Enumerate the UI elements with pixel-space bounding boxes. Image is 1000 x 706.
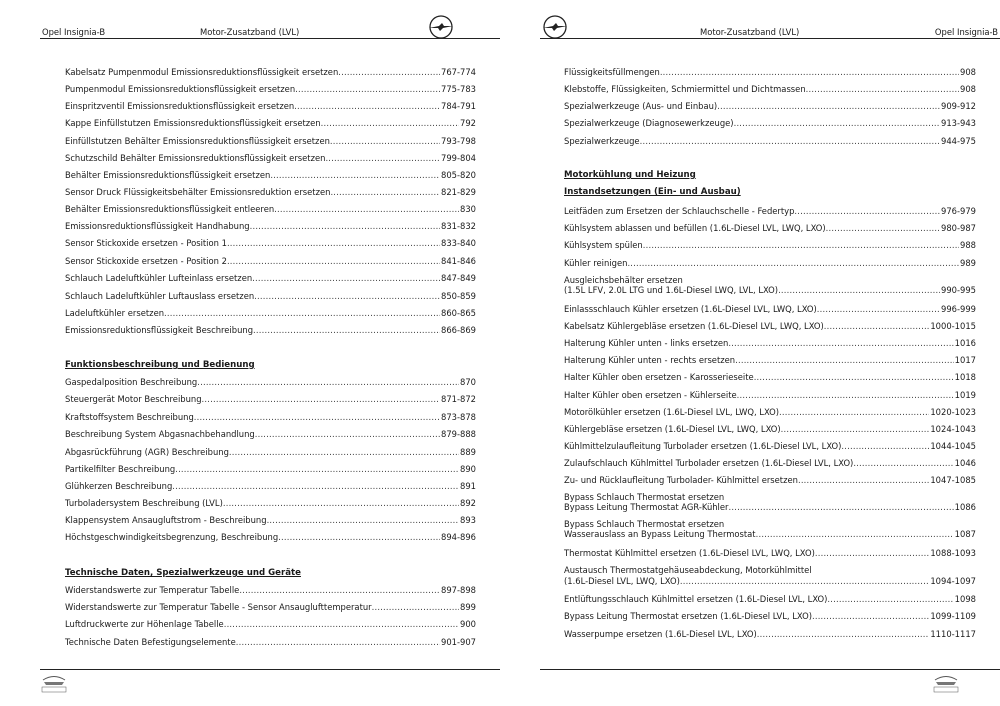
toc-entry-pages: 1088-1093 [930,548,976,558]
right-page [540,0,1000,706]
footer-rule [540,669,1000,670]
toc-entry[interactable] [65,290,476,302]
toc-entry-title: Widerstandswerte zur Temperatur Tabelle [65,585,240,595]
toc-entry-pages: 830 [460,204,476,214]
toc-entry[interactable] [564,320,976,332]
toc-entry-line1: Ausgleichsbehälter ersetzen [564,275,683,285]
toc-dot-leader [660,66,959,78]
toc-entry[interactable] [564,83,976,95]
toc-dot-leader [728,337,953,349]
toc-entry[interactable] [564,440,976,452]
toc-entry-pages: 860-865 [441,308,476,318]
toc-entry[interactable] [65,152,476,164]
toc-entry-pages: 784-791 [441,101,476,111]
toc-dot-leader [270,169,440,181]
toc-dot-leader [806,83,959,95]
toc-entry-pages: 1000-1015 [930,321,976,331]
toc-entry[interactable] [564,371,976,383]
toc-entry-pages: 1099-1109 [930,611,976,621]
toc-entry[interactable] [65,117,476,129]
toc-entry-title: Spezialwerkzeuge (Diagnosewerkzeuge) [564,118,734,128]
toc-entry[interactable] [65,497,476,509]
toc-entry-pages: 873-878 [441,412,476,422]
toc-entry[interactable] [564,222,976,234]
toc-entry-title: Kühler reinigen [564,258,628,268]
toc-entry[interactable] [564,117,976,129]
toc-dot-leader [640,135,940,147]
toc-entry-title: Einfüllstutzen Behälter Emissionsreduktionsflüssigkeit ersetzen [65,136,330,146]
toc-entry-title: Kühlmittelzulaufleitung Turbolader ersetzen (1.6L-Diesel LVL, LXO) [564,441,842,451]
toc-entry-title: Pumpenmodul Emissionsreduktionsflüssigkeit ersetzen [65,84,296,94]
toc-entry[interactable] [65,324,476,336]
toc-entry-pages: 1016 [954,338,976,348]
toc-entry-title: Turboladersystem Beschreibung (LVL) [65,498,223,508]
toc-dot-leader [267,514,459,526]
toc-dot-leader [781,423,930,435]
toc-entry[interactable] [65,636,476,648]
toc-entry-title: Spezialwerkzeuge [564,136,640,146]
toc-entry-pages: 1017 [954,355,976,365]
toc-dot-leader [252,272,440,284]
section-heading: Technische Daten, Spezialwerkzeuge und Geräte [65,568,301,578]
toc-entry[interactable] [564,547,976,559]
toc-entry[interactable] [65,531,476,543]
toc-entry-title: Motorölkühler ersetzen (1.6L-Diesel LVL, LWQ, LXO) [564,407,780,417]
toc-entry[interactable] [564,100,976,112]
toc-entry-title: Zulaufschlauch Kühlmittel Turbolader ersetzen (1.6L-Diesel LVL, LXO) [564,458,854,468]
toc-entry-title: Behälter Emissionsreduktionsflüssigkeit entleeren [65,204,275,214]
kfz-verlag-logo-icon [932,672,960,694]
toc-entry[interactable] [564,501,976,513]
toc-dot-leader [229,446,459,458]
toc-entry[interactable] [65,584,476,596]
toc-entry-pages: 1020-1023 [930,407,976,417]
toc-dot-leader [735,354,954,366]
header-model: Opel Insignia-B [42,27,106,37]
toc-entry-title: Entlüftungsschlauch Kühlmittel ersetzen (1.6L-Diesel LVL, LXO) [564,594,828,604]
toc-entry[interactable] [65,428,476,440]
toc-entry-title: Bypass Leitung Thermostat AGR-Kühler [564,502,729,512]
toc-entry-pages: 908 [960,67,976,77]
toc-entry-title: Sensor Stickoxide ersetzen - Position 2 [65,256,227,266]
toc-dot-leader [728,501,953,513]
toc-entry-pages: 976-979 [941,206,976,216]
toc-entry-pages: 879-888 [441,429,476,439]
toc-dot-leader [278,531,440,543]
toc-entry[interactable] [65,186,476,198]
toc-dot-leader [338,66,440,78]
toc-entry-title: Technische Daten Befestigungselemente [65,637,236,647]
toc-entry[interactable] [564,528,976,540]
toc-dot-leader [756,528,954,540]
toc-dot-leader [827,593,953,605]
toc-dot-leader [757,628,930,640]
toc-dot-leader [824,320,930,332]
toc-entry-pages: 767-774 [441,67,476,77]
toc-entry-title: Kraftstoffsystem Beschreibung [65,412,194,422]
toc-entry-title: Widerstandswerte zur Temperatur Tabelle - Sensor Ansauglufttemperatur [65,602,372,612]
toc-entry[interactable] [65,135,476,147]
toc-entry-title: Beschreibung System Abgasnachbehandlung [65,429,255,439]
toc-dot-leader [330,135,440,147]
toc-entry-title: (1.5L LFV, 2.0L LTG und 1.6L-Diesel LWQ, LVL, LXO) [564,285,779,295]
toc-entry[interactable] [65,307,476,319]
toc-entry-title: Wasserauslass an Bypass Leitung Thermostat [564,529,756,539]
toc-entry-title: Schlauch Ladeluftkühler Lufteinlass ersetzen [65,273,253,283]
toc-entry-pages: 1044-1045 [930,441,976,451]
toc-entry-pages: 988 [960,240,976,250]
toc-entry-pages: 989 [960,258,976,268]
toc-dot-leader [798,474,929,486]
toc-entry-title: Sensor Stickoxide ersetzen - Position 1 [65,238,227,248]
toc-entry[interactable] [564,575,976,587]
toc-entry-title: (1.6L-Diesel LVL, LWQ, LXO) [564,576,680,586]
toc-entry-pages: 908 [960,84,976,94]
toc-dot-leader [794,205,940,217]
toc-dot-leader [172,480,459,492]
toc-dot-leader [627,257,959,269]
toc-entry-title: Bypass Leitung Thermostat ersetzen (1.6L-Diesel LVL, LXO) [564,611,812,621]
toc-entry-pages: 1046 [954,458,976,468]
toc-entry-pages: 889 [460,447,476,457]
toc-entry-pages: 890 [460,464,476,474]
toc-dot-leader [194,411,440,423]
toc-dot-leader [250,220,440,232]
toc-entry-title: Wasserpumpe ersetzen (1.6L-Diesel LVL, LXO) [564,629,757,639]
opel-logo-icon [542,14,568,40]
toc-entry-pages: 850-859 [441,291,476,301]
toc-dot-leader [223,497,459,509]
toc-entry-title: Klebstoffe, Flüssigkeiten, Schmiermittel und Dichtmassen [564,84,806,94]
toc-entry[interactable] [564,257,976,269]
toc-entry-pages: 1018 [954,372,976,382]
toc-entry-title: Behälter Emissionsreduktionsflüssigkeit ersetzen [65,170,271,180]
toc-entry[interactable] [564,593,976,605]
toc-dot-leader [236,636,440,648]
toc-entry[interactable] [65,66,476,78]
toc-entry-pages: 793-798 [441,136,476,146]
toc-dot-leader [294,100,440,112]
toc-entry-title: Halterung Kühler unten - rechts ersetzen [564,355,736,365]
toc-dot-leader [643,239,959,251]
toc-entry-title: Kühlsystem spülen [564,240,643,250]
toc-entry[interactable] [65,255,476,267]
toc-entry-title: Emissionsreduktionsflüssigkeit Beschreibung [65,325,254,335]
toc-dot-leader [295,83,440,95]
toc-entry-title: Schlauch Ladeluftkühler Luftauslass ersetzen [65,291,255,301]
toc-dot-leader [175,463,459,475]
left-page [40,0,500,706]
toc-entry[interactable] [564,389,976,401]
footer-rule [40,669,500,670]
toc-dot-leader [372,601,459,613]
toc-entry-pages: 1098 [954,594,976,604]
toc-entry-pages: 871-872 [441,394,476,404]
toc-entry-pages: 805-820 [441,170,476,180]
toc-entry-title: Kappe Einfüllstutzen Emissionsreduktionsflüssigkeit ersetzen [65,118,321,128]
toc-entry-pages: 847-849 [441,273,476,283]
toc-entry[interactable] [564,284,976,296]
header-rule [40,38,500,39]
toc-entry-title: Höchstgeschwindigkeitsbegrenzung, Beschreibung [65,532,279,542]
toc-entry-title: Partikelfilter Beschreibung [65,464,176,474]
toc-entry[interactable] [564,354,976,366]
toc-dot-leader [202,393,440,405]
toc-entry[interactable] [65,393,476,405]
toc-entry-title: Luftdruckwerte zur Höhenlage Tabelle [65,619,224,629]
subsection-heading: Instandsetzungen (Ein- und Ausbau) [564,187,741,197]
toc-entry[interactable] [65,601,476,613]
toc-dot-leader [817,303,940,315]
toc-entry-pages: 1087 [954,529,976,539]
toc-entry-pages: 894-896 [441,532,476,542]
toc-dot-leader [680,575,930,587]
toc-entry[interactable] [564,66,976,78]
toc-entry-title: Glühkerzen Beschreibung [65,481,173,491]
toc-entry-title: Schutzschild Behälter Emissionsreduktionsflüssigkeit ersetzen [65,153,326,163]
toc-entry[interactable] [564,239,976,251]
toc-entry[interactable] [65,100,476,112]
opel-logo-icon [428,14,454,40]
toc-entry-title: Thermostat Kühlmittel ersetzen (1.6L-Diesel LVL, LWQ, LXO) [564,548,815,558]
toc-entry-pages: 841-846 [441,256,476,266]
toc-entry-pages: 1086 [954,502,976,512]
toc-entry[interactable] [564,457,976,469]
toc-entry[interactable] [564,628,976,640]
toc-dot-leader [734,117,940,129]
toc-entry-title: Halter Kühler oben ersetzen - Kühlerseite [564,390,737,400]
toc-dot-leader [330,186,440,198]
toc-entry[interactable] [65,83,476,95]
toc-dot-leader [826,222,940,234]
toc-entry-title: Abgasrückführung (AGR) Beschreibung [65,447,229,457]
toc-entry-pages: 870 [460,377,476,387]
toc-entry[interactable] [564,423,976,435]
toc-entry-title: Kabelsatz Pumpenmodul Emissionsreduktionsflüssigkeit ersetzen [65,67,339,77]
toc-entry-title: Spezialwerkzeuge (Aus- und Einbau) [564,101,718,111]
toc-entry-title: Zu- und Rücklaufleitung Turbolader- Kühlmittel ersetzen [564,475,798,485]
toc-entry-title: Kühlergebläse ersetzen (1.6L-Diesel LVL, LWQ, LXO) [564,424,781,434]
toc-dot-leader [325,152,440,164]
toc-entry-title: Ladeluftkühler ersetzen [65,308,165,318]
toc-entry[interactable] [65,618,476,630]
toc-entry-pages: 866-869 [441,325,476,335]
toc-entry-pages: 892 [460,498,476,508]
toc-dot-leader [754,371,954,383]
toc-entry-pages: 891 [460,481,476,491]
toc-entry-pages: 1110-1117 [930,629,976,639]
toc-dot-leader [239,584,440,596]
toc-dot-leader [224,618,459,630]
toc-entry-title: Kühlsystem ablassen und befüllen (1.6L-Diesel LVL, LWQ, LXO) [564,223,826,233]
toc-dot-leader [255,428,440,440]
toc-entry[interactable] [65,463,476,475]
toc-entry-pages: 913-943 [941,118,976,128]
toc-entry[interactable] [65,446,476,458]
toc-entry-pages: 980-987 [941,223,976,233]
toc-dot-leader [254,290,440,302]
toc-entry-title: Kabelsatz Kühlergebläse ersetzen (1.6L-Diesel LVL, LWQ, LXO) [564,321,824,331]
toc-entry-title: Klappensystem Ansaugluftstrom - Beschreibung [65,515,267,525]
toc-entry-pages: 775-783 [441,84,476,94]
toc-entry[interactable] [564,610,976,622]
header-section: Motor-Zusatzband (LVL) [200,27,300,37]
header-rule [540,38,1000,39]
toc-entry-title: Einspritzventil Emissionsreduktionsflüssigkeit ersetzen [65,101,295,111]
toc-entry[interactable] [65,203,476,215]
toc-dot-leader [197,376,459,388]
toc-dot-leader [717,100,940,112]
toc-entry-title: Emissionsreduktionsflüssigkeit Handhabung [65,221,250,231]
toc-entry[interactable] [564,337,976,349]
toc-entry-pages: 901-907 [441,637,476,647]
toc-entry-pages: 990-995 [941,285,976,295]
toc-dot-leader [321,117,459,129]
toc-dot-leader [227,255,440,267]
toc-dot-leader [274,203,459,215]
toc-entry-title: Gaspedalposition Beschreibung [65,377,198,387]
toc-entry-pages: 821-829 [441,187,476,197]
toc-dot-leader [778,284,940,296]
header-model: Opel Insignia-B [934,27,998,37]
toc-entry-pages: 1019 [954,390,976,400]
toc-entry-pages: 893 [460,515,476,525]
toc-entry-title: Leitfäden zum Ersetzen der Schlauchschelle - Federtyp [564,206,795,216]
toc-entry-title: Halterung Kühler unten - links ersetzen [564,338,729,348]
toc-entry[interactable] [65,376,476,388]
toc-dot-leader [841,440,929,452]
toc-entry-pages: 909-912 [941,101,976,111]
toc-entry-title: Sensor Druck Flüssigkeitsbehälter Emissionsreduktion ersetzen [65,187,331,197]
toc-entry-pages: 897-898 [441,585,476,595]
section-heading: Motorkühlung und Heizung [564,170,696,180]
toc-entry-pages: 899 [460,602,476,612]
toc-entry-pages: 900 [460,619,476,629]
toc-dot-leader [164,307,440,319]
toc-entry[interactable] [65,220,476,232]
toc-entry-pages: 944-975 [941,136,976,146]
toc-entry-pages: 1024-1043 [930,424,976,434]
toc-dot-leader [779,406,929,418]
toc-entry[interactable] [65,514,476,526]
toc-entry-line1: Bypass Schlauch Thermostat ersetzen [564,519,725,529]
toc-entry[interactable] [65,272,476,284]
toc-entry[interactable] [65,237,476,249]
toc-dot-leader [253,324,440,336]
toc-entry-pages: 831-832 [441,221,476,231]
toc-entry[interactable] [65,411,476,423]
section-heading: Funktionsbeschreibung und Bedienung [65,360,255,370]
toc-entry[interactable] [65,169,476,181]
toc-entry[interactable] [564,135,976,147]
toc-entry[interactable] [65,480,476,492]
toc-dot-leader [737,389,954,401]
toc-entry-title: Halter Kühler oben ersetzen - Karosserieseite [564,372,754,382]
toc-entry-title: Einlassschlauch Kühler ersetzen (1.6L-Diesel LVL, LWQ, LXO) [564,304,817,314]
kfz-verlag-logo-icon [40,672,68,694]
toc-entry-pages: 799-804 [441,153,476,163]
toc-entry[interactable] [564,474,976,486]
toc-entry-line1: Austausch Thermostatgehäuseabdeckung, Motorkühlmittel [564,565,812,575]
toc-entry[interactable] [564,303,976,315]
toc-entry-title: Flüssigkeitsfüllmengen [564,67,660,77]
toc-dot-leader [815,547,929,559]
toc-dot-leader [812,610,929,622]
toc-entry[interactable] [564,205,976,217]
toc-entry[interactable] [564,406,976,418]
toc-entry-line1: Bypass Schlauch Thermostat ersetzen [564,492,725,502]
toc-entry-pages: 833-840 [441,238,476,248]
toc-dot-leader [853,457,953,469]
toc-entry-pages: 792 [460,118,476,128]
toc-dot-leader [227,237,440,249]
toc-entry-pages: 1094-1097 [930,576,976,586]
toc-entry-pages: 1047-1085 [930,475,976,485]
header-section: Motor-Zusatzband (LVL) [700,27,800,37]
toc-entry-title: Steuergerät Motor Beschreibung [65,394,202,404]
toc-entry-pages: 996-999 [941,304,976,314]
